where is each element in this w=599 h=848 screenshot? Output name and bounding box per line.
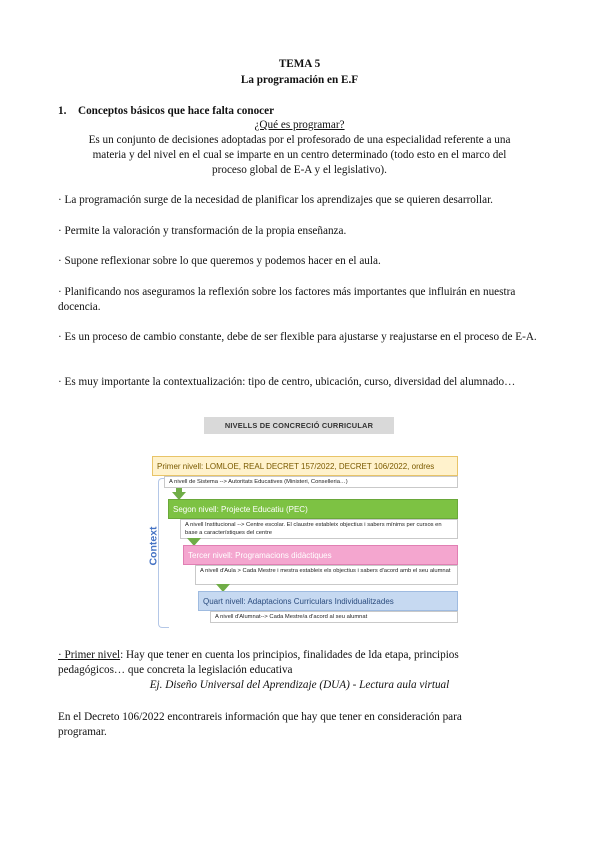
decreto-line-1: En el Decreto 106/2022 encontrareis información que hay que tener en consideración para [58, 711, 462, 723]
context-label: Context [147, 526, 160, 566]
curricular-levels-diagram [140, 415, 464, 630]
level-1-box: Primer nivell: LOMLOE, REAL DECRET 157/2022, DECRET 106/2022, ordres [152, 456, 458, 476]
level-3-box: Tercer nivell: Programacions didàctiques [183, 545, 458, 565]
primer-nivel-text-2: pedagógicos… que concreta la legislación educativa [58, 664, 293, 676]
diagram-title: NIVELLS DE CONCRECIÓ CURRICULAR [204, 417, 394, 434]
bullet-4: · Planificando nos aseguramos la reflexión sobre los factores más importantes que influirán en nuestra docencia. [58, 286, 516, 313]
definition-line-2: materia y del nivel en el cual se imparte en un centro determinado (todo esto en el marco del [92, 149, 507, 161]
section-number: 1. [58, 105, 67, 117]
primer-nivel-example: Ej. Diseño Universal del Aprendizaje (DUA) - Lectura aula virtual [149, 679, 450, 691]
level-1-description: A nivell de Sistema --> Autoritats Educatives (Ministeri, Conselleria…) [164, 476, 458, 488]
bullet-2: · Permite la valoración y transformación de la propia enseñanza. [58, 225, 347, 237]
level-2-description: A nivell Institucional --> Centre escolar. El claustre estableix objectius i sabers mínims per cursos en base a característiques del centre [180, 519, 458, 539]
level-4-box: Quart nivell: Adaptacions Curriculars Individualitzades [198, 591, 458, 611]
bullet-6: · Es muy importante la contextualización: tipo de centro, ubicación, curso, diversidad del alumnado… [58, 376, 516, 388]
bullet-3: · Supone reflexionar sobre lo que queremos y podemos hacer en el aula. [58, 255, 381, 267]
definition-line-3: proceso global de E-A y el legislativo). [212, 164, 387, 176]
decreto-line-2: programar. [58, 726, 107, 738]
tema-title: TEMA 5 [278, 58, 321, 70]
level-3-description: A nivell d'Aula > Cada Mestre i mestra estableix els objectius i sabers d'acord amb el seu alumnat [195, 565, 458, 585]
question-heading: ¿Qué es programar? [254, 119, 345, 131]
bullet-5: · Es un proceso de cambio constante, debe de ser flexible para ajustarse y reajustarse en el proceso de E-A. [58, 331, 537, 343]
section-heading: Conceptos básicos que hace falta conocer [78, 105, 275, 117]
bullet-1: · La programación surge de la necesidad de planificar los aprendizajes que se quieren desarrollar. [58, 194, 493, 206]
primer-nivel-line [58, 648, 459, 663]
primer-nivel-label: · Primer nivel [58, 649, 121, 661]
document-subtitle: La programación en E.F [240, 74, 359, 86]
primer-nivel-text: : Hay que tener en cuenta los principios, finalidades de lda etapa, principios [120, 649, 459, 661]
level-4-description: A nivell d'Alumnat--> Cada Mestre/a d'acord al seu alumnat [210, 611, 458, 623]
definition-line-1: Es un conjunto de decisiones adoptadas por el profesorado de una especialidad referente a una [88, 134, 511, 146]
level-2-box: Segon nivell: Projecte Educatiu (PEC) [168, 499, 458, 519]
